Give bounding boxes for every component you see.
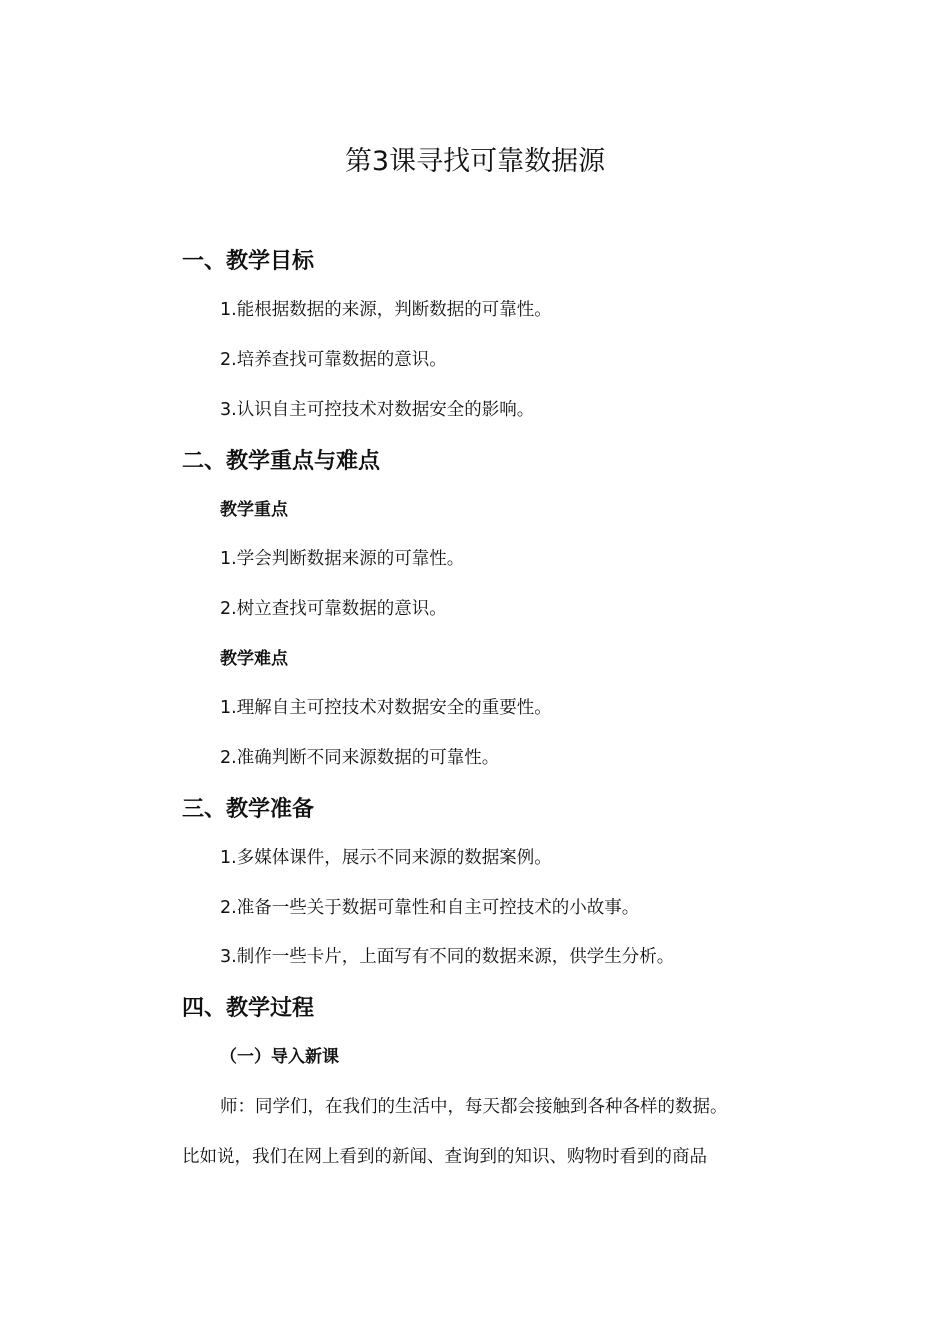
key-points-heading: 教学重点 — [220, 500, 288, 520]
paragraph-line: 师：同学们，在我们的生活中，每天都会接触到各种各样的数据。 — [220, 1097, 728, 1117]
section-heading-objectives: 一、教学目标 — [182, 249, 315, 274]
preparation-item-1: 1.多媒体课件，展示不同来源的数据案例。 — [220, 848, 552, 868]
section-heading-process: 四、教学过程 — [182, 996, 315, 1021]
objective-item-2: 2.培养查找可靠数据的意识。 — [220, 350, 447, 370]
difficulties-heading: 教学难点 — [220, 649, 288, 669]
key-point-item-2: 2.树立查找可靠数据的意识。 — [220, 599, 447, 619]
preparation-item-2: 2.准备一些关于数据可靠性和自主可控技术的小故事。 — [220, 898, 640, 918]
sub-heading-introduction: （一）导入新课 — [220, 1047, 339, 1067]
page-title: 第3课寻找可靠数据源 — [344, 146, 606, 177]
section-heading-preparation: 三、教学准备 — [182, 797, 315, 822]
paragraph-line: 比如说，我们在网上看到的新闻、查询到的知识、购物时看到的商品 — [182, 1147, 707, 1167]
preparation-item-3: 3.制作一些卡片，上面写有不同的数据来源，供学生分析。 — [220, 947, 675, 967]
difficulty-item-2: 2.准确判断不同来源数据的可靠性。 — [220, 748, 500, 768]
objective-item-3: 3.认识自主可控技术对数据安全的影响。 — [220, 400, 535, 420]
difficulty-item-1: 1.理解自主可控技术对数据安全的重要性。 — [220, 698, 552, 718]
key-point-item-1: 1.学会判断数据来源的可靠性。 — [220, 549, 465, 569]
section-heading-key-points-difficulties: 二、教学重点与难点 — [182, 449, 381, 474]
objective-item-1: 1.能根据数据的来源，判断数据的可靠性。 — [220, 300, 552, 320]
